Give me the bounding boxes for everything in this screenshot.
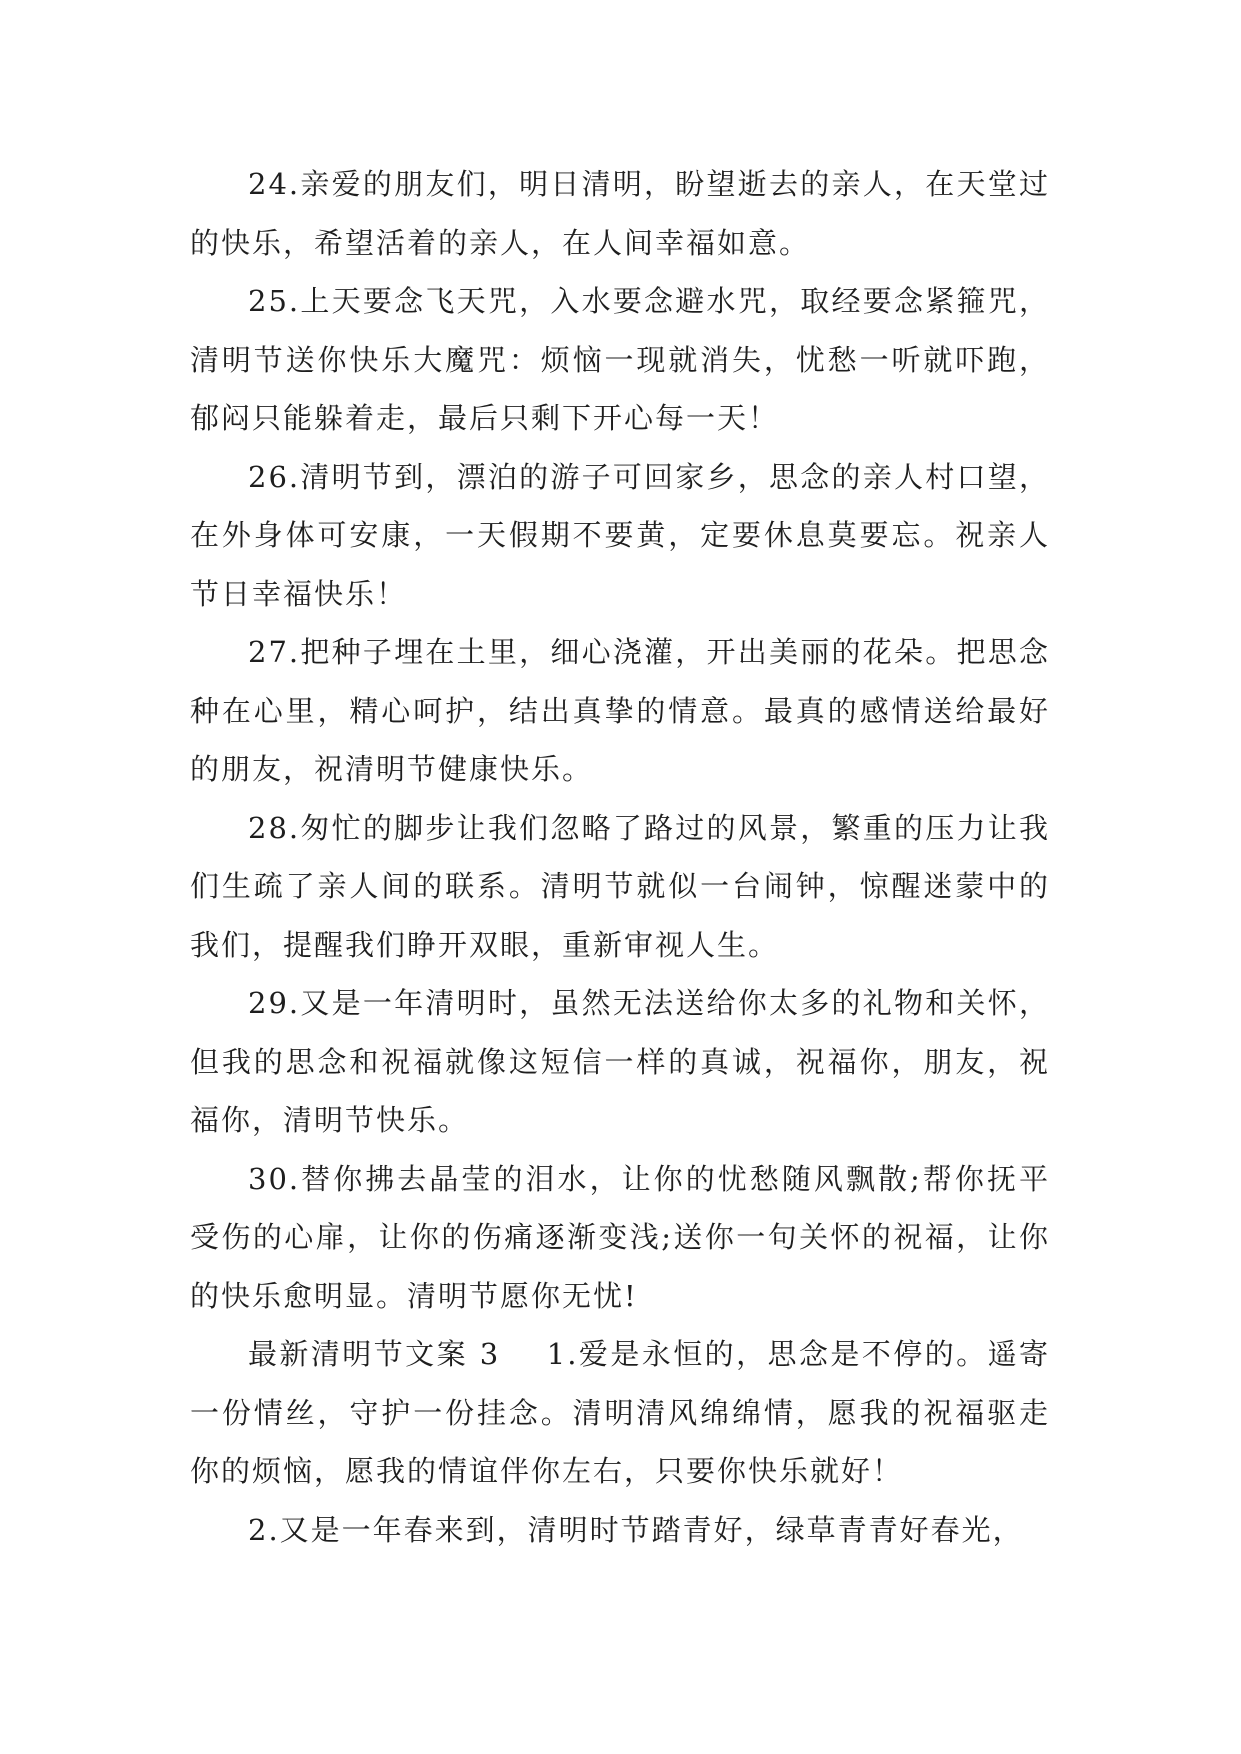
heading-gap bbox=[500, 1337, 547, 1371]
paragraph-28: 28.匆忙的脚步让我们忽略了路过的风景，繁重的压力让我们生疏了亲人间的联系。清明节就似一台闹钟，惊醒迷蒙中的我们，提醒我们睁开双眼，重新审视人生。 bbox=[190, 810, 1050, 962]
section-heading: 最新清明节文案 3 bbox=[248, 1337, 501, 1371]
trailing-paragraph: 2.又是一年春来到，清明时节踏青好，绿草青青好春光， bbox=[248, 1512, 1024, 1547]
paragraph-27: 27.把种子埋在土里，细心浇灌，开出美丽的花朵。把思念种在心里，精心呵护，结出真挚的情意。最真的感情送给最好的朋友，祝清明节健康快乐。 bbox=[190, 635, 1050, 786]
paragraph-29: 29.又是一年清明时，虽然无法送给你太多的礼物和关怀，但我的思念和祝福就像这短信一样的真诚，祝福你，朋友，祝福你，清明节快乐。 bbox=[190, 986, 1050, 1137]
paragraph-24: 24.亲爱的朋友们，明日清明，盼望逝去的亲人，在天堂过的快乐，希望活着的亲人，在人间幸福如意。 bbox=[190, 167, 1050, 260]
section-paragraph bbox=[190, 1325, 1050, 1501]
paragraph-25: 25.上天要念飞天咒，入水要念避水咒，取经要念紧箍咒，清明节送你快乐大魔咒：烦恼一现就消失，忧愁一听就吓跑，郁闷只能躲着走，最后只剩下开心每一天！ bbox=[190, 284, 1050, 435]
document-body bbox=[190, 155, 1050, 1559]
section-first-item: 1.爱是永恒的，思念是不停的。遥寄一份情丝，守护一份挂念。清明清风绵绵情，愿我的祝福驱走你的烦恼，愿我的情谊伴你左右，只要你快乐就好！ bbox=[190, 1337, 1051, 1488]
paragraph-26: 26.清明节到，漂泊的游子可回家乡，思念的亲人村口望，在外身体可安康，一天假期不要黄，定要休息莫要忘。祝亲人节日幸福快乐！ bbox=[190, 459, 1050, 611]
paragraph-30: 30.替你拂去晶莹的泪水，让你的忧愁随风飘散;帮你抚平受伤的心扉，让你的伤痛逐渐变浅;送你一句关怀的祝福，让你的快乐愈明显。清明节愿你无忧! bbox=[190, 1161, 1050, 1313]
